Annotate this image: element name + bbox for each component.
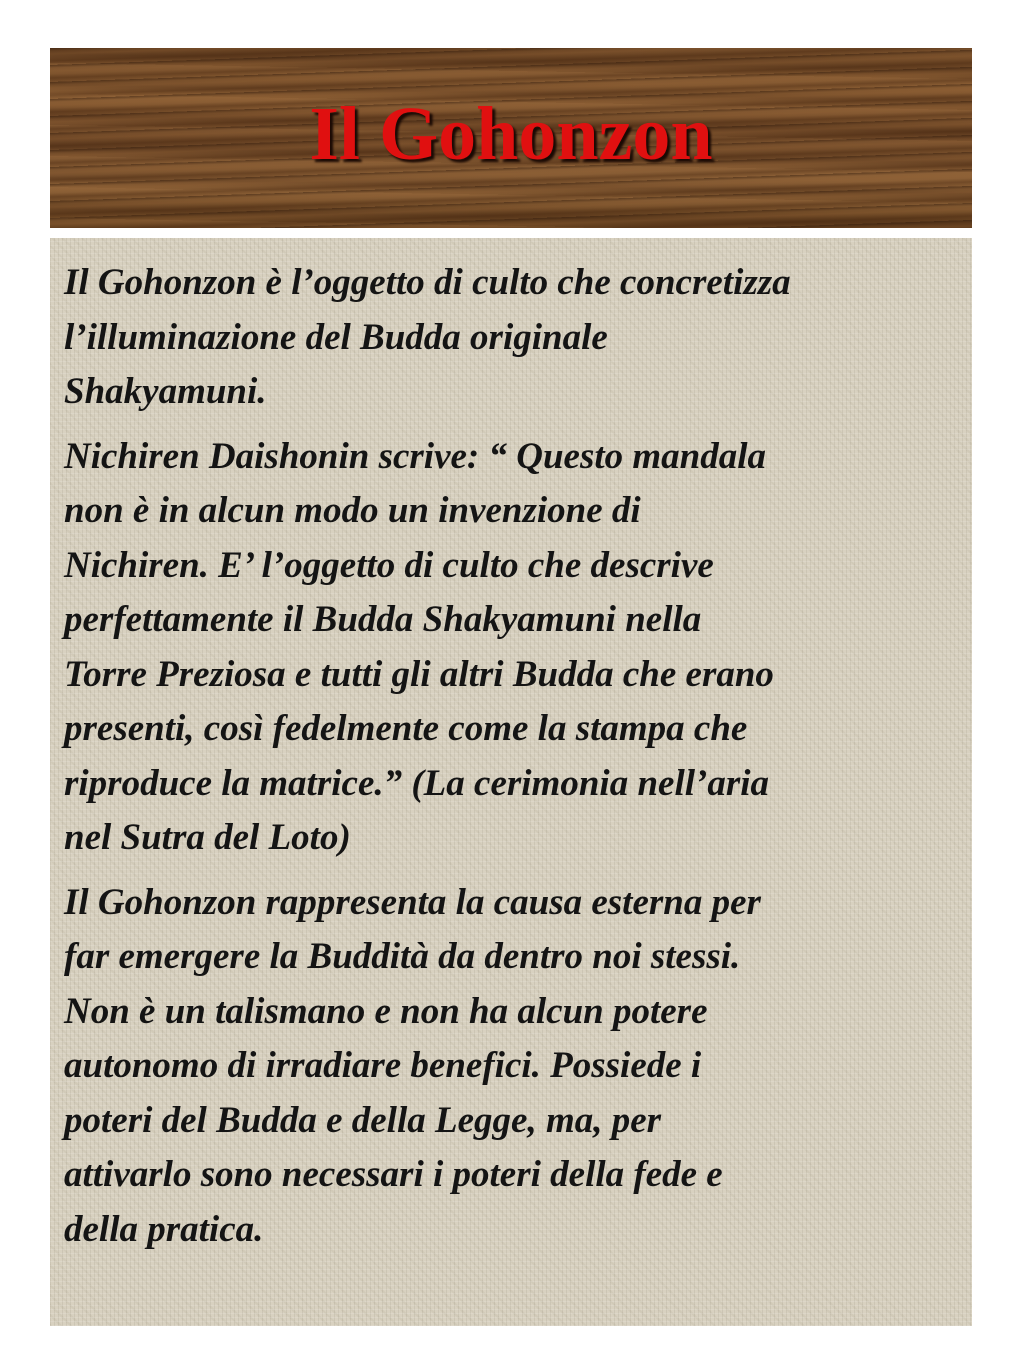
page-title: Il Gohonzon (309, 91, 713, 176)
paragraph-quote: Nichiren Daishonin scrive: “ Questo mandala non è in alcun modo un invenzione di Nichiren. E’ l’oggetto di culto che descrive perfettamente il Budda Shakyamuni nella Torre Preziosa e tutti gli altri Budda che erano presenti, così fedelmente come la stampa che riproduce la matrice.” (La cerimonia nell’aria nel Sutra del Loto) (64, 435, 774, 858)
paragraph-list (64, 256, 964, 1267)
paragraph-explanation: Il Gohonzon rappresenta la causa esterna per far emergere la Buddità da dentro noi stessi. Non è un talismano e non ha alcun potere autonomo di irradiare benefici. Possiede i poteri del Budda e della Legge, ma, per attivarlo sono necessari i poteri della fede e della pratica. (64, 881, 761, 1250)
content-panel (50, 238, 972, 1326)
title-banner (50, 48, 972, 228)
paragraph-intro: Il Gohonzon è l’oggetto di culto che concretizza l’illuminazione del Budda originale Shakyamuni. (64, 262, 791, 412)
